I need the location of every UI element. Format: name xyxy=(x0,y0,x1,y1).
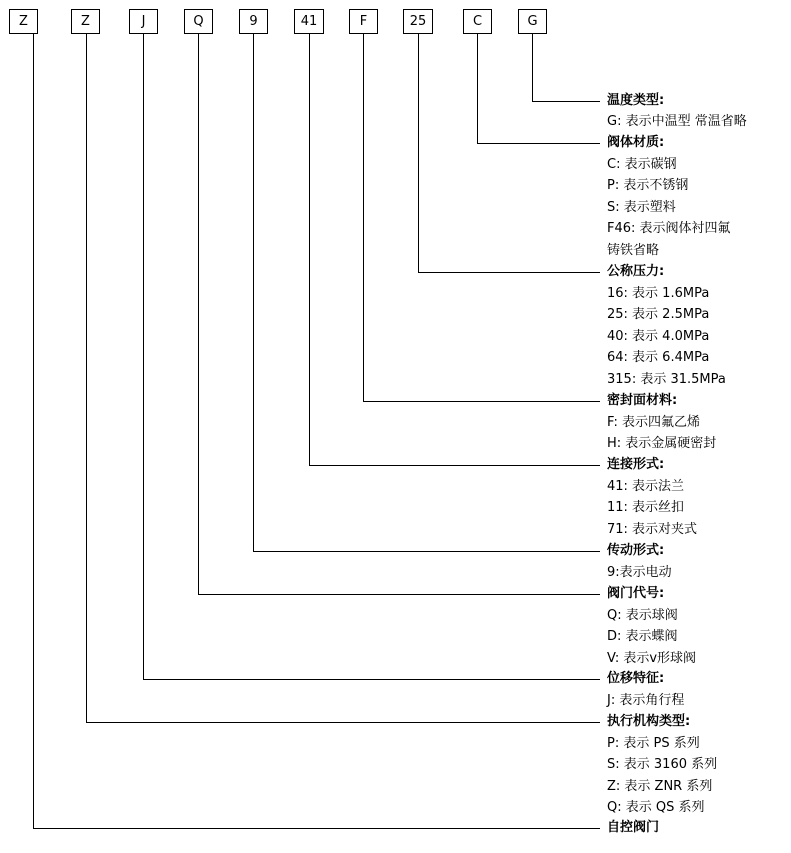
code-box-label: Z xyxy=(19,14,28,29)
code-box-seal-material xyxy=(349,9,378,34)
connector-horizontal-z2 xyxy=(86,722,600,723)
item-pressure-25: 25: 表示 2.5MPa xyxy=(607,307,710,322)
code-box-displacement xyxy=(129,9,158,34)
connector-vertical-j xyxy=(143,34,144,679)
item-actuator-p: P: 表示 PS 系列 xyxy=(607,736,700,751)
connector-horizontal-f xyxy=(363,401,600,402)
item-seal-f: F: 表示四氟乙烯 xyxy=(607,415,700,430)
heading-valve-code: 阀门代号: xyxy=(607,586,665,601)
item-drive-9: 9:表示电动 xyxy=(607,565,672,580)
item-pressure-16: 16: 表示 1.6MPa xyxy=(607,286,710,301)
code-box-label: Z xyxy=(81,14,90,29)
heading-actuator-type: 执行机构类型: xyxy=(607,714,691,729)
code-box-actuator-type xyxy=(71,9,100,34)
heading-auto-control-valve: 自控阀门 xyxy=(607,820,660,835)
heading-body-material: 阀体材质: xyxy=(607,135,665,150)
item-actuator-s: S: 表示 3160 系列 xyxy=(607,757,718,772)
code-box-temperature xyxy=(518,9,547,34)
code-box-connection xyxy=(294,9,324,34)
item-pressure-64: 64: 表示 6.4MPa xyxy=(607,350,710,365)
code-box-temperature-wait xyxy=(9,9,38,34)
connector-horizontal-41 xyxy=(309,465,600,466)
item-displacement-j: J: 表示角行程 xyxy=(607,693,685,708)
code-box-label: G xyxy=(527,14,538,29)
code-box-label: J xyxy=(141,14,146,29)
connector-vertical-z2 xyxy=(86,34,87,722)
item-pressure-40: 40: 表示 4.0MPa xyxy=(607,329,710,344)
connector-vertical-9 xyxy=(253,34,254,551)
connector-horizontal-z1 xyxy=(33,828,600,829)
connector-horizontal-q xyxy=(198,594,600,595)
connector-vertical-25 xyxy=(418,34,419,272)
item-body-castiron: 铸铁省略 xyxy=(607,243,660,258)
heading-drive-type: 传动形式: xyxy=(607,543,665,558)
connector-vertical-q xyxy=(198,34,199,594)
item-body-c: C: 表示碳钢 xyxy=(607,157,677,172)
connector-vertical-z1 xyxy=(33,34,34,828)
connector-horizontal-c xyxy=(477,143,600,144)
heading-nominal-pressure: 公称压力: xyxy=(607,264,665,279)
connector-vertical-41 xyxy=(309,34,310,465)
code-box-label: Q xyxy=(193,14,204,29)
heading-temperature-type: 温度类型: xyxy=(607,93,665,108)
item-valve-v: V: 表示v形球阀 xyxy=(607,651,697,666)
connector-vertical-c xyxy=(477,34,478,143)
item-actuator-z: Z: 表示 ZNR 系列 xyxy=(607,779,713,794)
item-connection-11: 11: 表示丝扣 xyxy=(607,500,685,515)
heading-displacement: 位移特征: xyxy=(607,671,665,686)
item-connection-41: 41: 表示法兰 xyxy=(607,479,685,494)
item-seal-h: H: 表示金属硬密封 xyxy=(607,436,717,451)
item-actuator-q: Q: 表示 QS 系列 xyxy=(607,800,705,815)
connector-vertical-f xyxy=(363,34,364,401)
item-pressure-315: 315: 表示 31.5MPa xyxy=(607,372,726,387)
code-box-drive-type xyxy=(239,9,268,34)
heading-seal-material: 密封面材料: xyxy=(607,393,678,408)
item-connection-71: 71: 表示对夹式 xyxy=(607,522,698,537)
code-box-label: 41 xyxy=(300,14,318,29)
code-box-label: F xyxy=(359,14,368,29)
code-box-pressure xyxy=(403,9,433,34)
connector-horizontal-9 xyxy=(253,551,600,552)
item-valve-d: D: 表示蝶阀 xyxy=(607,629,678,644)
code-box-valve-code xyxy=(184,9,213,34)
connector-horizontal-25 xyxy=(418,272,600,273)
item-body-f46: F46: 表示阀体衬四氟 xyxy=(607,221,731,236)
code-box-label: C xyxy=(472,14,483,29)
item-body-p: P: 表示不锈钢 xyxy=(607,178,689,193)
code-box-body-material xyxy=(463,9,492,34)
code-box-label: 9 xyxy=(249,14,258,29)
item-temperature-g: G: 表示中温型 常温省略 xyxy=(607,114,747,129)
connector-horizontal-j xyxy=(143,679,600,680)
code-box-label: 25 xyxy=(409,14,427,29)
connector-vertical-g xyxy=(532,34,533,101)
item-body-s: S: 表示塑料 xyxy=(607,200,676,215)
item-valve-q: Q: 表示球阀 xyxy=(607,608,678,623)
heading-connection-type: 连接形式: xyxy=(607,457,665,472)
connector-horizontal-g xyxy=(532,101,600,102)
